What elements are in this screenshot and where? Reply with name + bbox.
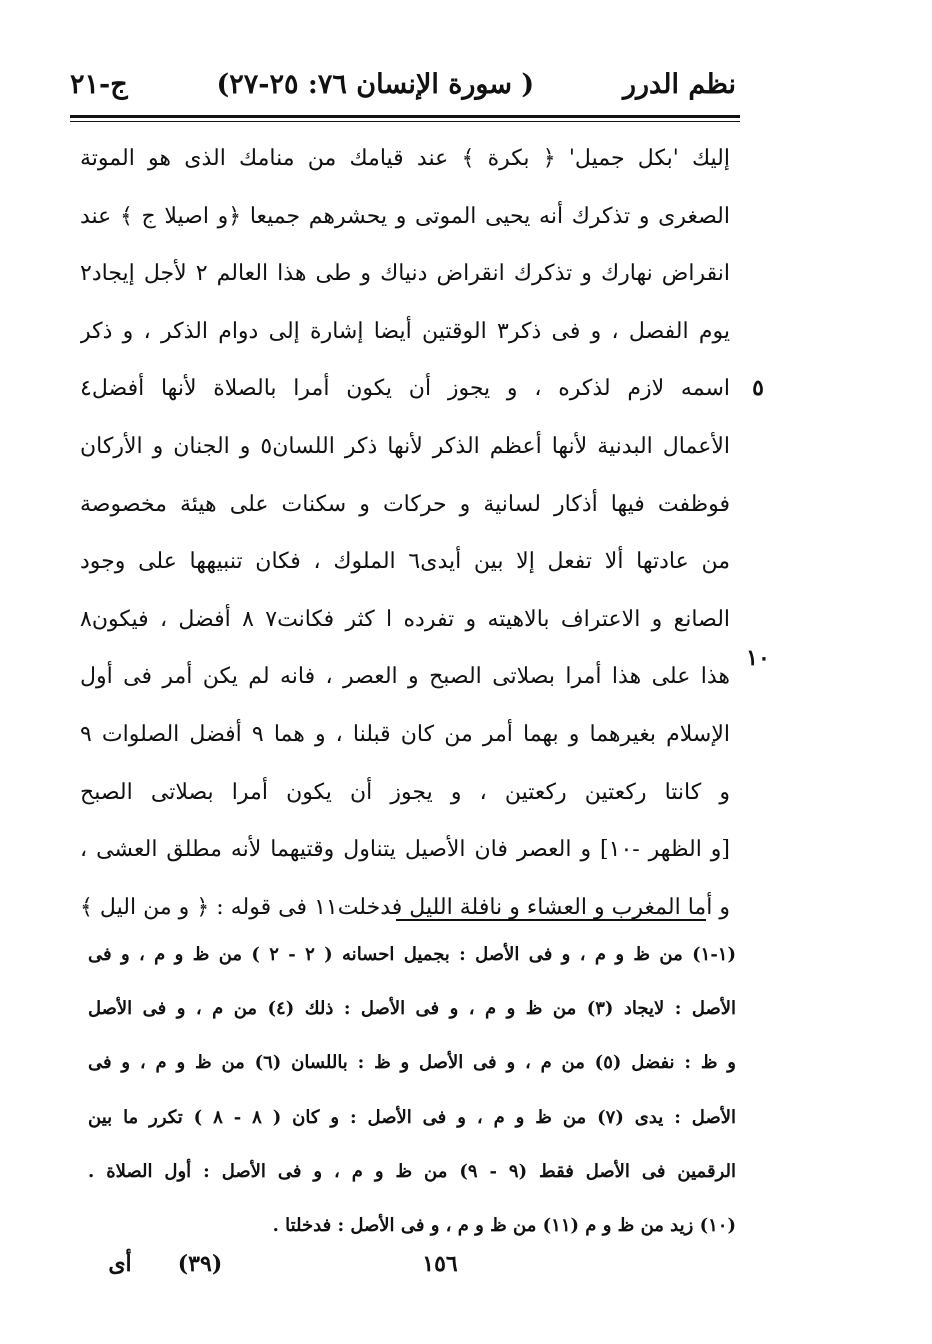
running-header xyxy=(70,62,736,106)
footnote-line: و ظ : نفضل (٥) من م ، و فى الأصل و ظ : باللسان (٦) من ظ و م ، و فى xyxy=(88,1052,736,1074)
text-line: و أما المغرب و العشاء و نافلة الليل فدخلت١١ فى قوله : ﴿ و من اليل ﴾ xyxy=(80,894,730,920)
footnote-line: (١٠) زيد من ظ و م (١١) من ظ و م ، و فى الأصل : فدخلتا . xyxy=(272,1214,736,1236)
signature-number: (٣٩) xyxy=(177,1251,223,1277)
footnote-line: الأصل : يدى (٧) من ظ و م ، و فى الأصل : و كان ( ٨ - ٨ ) تكرر ما بين xyxy=(88,1106,736,1128)
text-line: هذا على هذا أمرا بصلاتى الصبح و العصر ، فانه لم يكن أمر فى أول xyxy=(80,664,730,690)
text-line: إليك 'بكل جميل' ﴿ بكرة ﴾ عند قيامك من منامك الذى هو الموتة xyxy=(80,146,730,171)
page-number: ١٥٦ xyxy=(422,1251,458,1277)
text-line: الصانع و الاعتراف بالاهيته و تفرده ا كثر فكانت٧ ٨ أفضل ، فيكون٨ xyxy=(80,606,730,632)
text-line: [و الظهر -١٠] و العصر فان الأصيل يتناول وقتيهما لأنه مطلق العشى ، xyxy=(80,837,730,863)
header-rule xyxy=(70,115,740,118)
text-line: يوم الفصل ، و فى ذكر٣ الوقتين أيضا إشارة إلى دوام الذكر ، و ذكر xyxy=(80,318,730,344)
text-line: الأعمال البدنية لأنها أعظم الذكر لأنها ذكر اللسان٥ و الجنان و الأركان xyxy=(80,433,730,459)
footnote-line: الرقمين فى الأصل فقط (٩ - ٩) من ظ و م ، و فى الأصل : أول الصلاة . xyxy=(88,1160,736,1182)
footnote-line: (١-١) من ظ و م ، و فى الأصل : بجميل احسانه ( ٢ - ٢ ) من ظ و م ، و فى xyxy=(88,944,736,965)
text-line: اسمه لازم لذكره ، و يجوز أن يكون أمرا بالصلاة لأنها أفضل٤ xyxy=(80,376,730,402)
volume-number: ج-٢١ xyxy=(70,68,128,100)
footnote-separator xyxy=(396,919,706,921)
text-line: فوظفت فيها أذكار لسانية و حركات و سكنات على هيئة مخصوصة xyxy=(80,491,730,517)
main-text xyxy=(80,130,730,936)
surah-reference: ( سورة الإنسان ٧٦: ٢٥-٢٧) xyxy=(216,68,535,100)
text-line: الإسلام بغيرهما و بهما أمر من كان قبلنا ، و هما ٩ أفضل الصلوات ٩ xyxy=(80,721,730,747)
text-line: انقراض نهارك و تذكرك انقراض دنياك و طى هذا العالم ٢ لأجل إيجاد٢ xyxy=(80,261,730,287)
footnote-line: الأصل : لايجاد (٣) من ظ و م ، و فى الأصل : ذلك (٤) من م ، و فى الأصل xyxy=(88,998,736,1020)
text-line: الصغرى و تذكرك أنه يحيى الموتى و يحشرهم جميعا ﴿و اصيلا ج ﴾ عند xyxy=(80,203,730,229)
line-number-5: ٥ xyxy=(752,375,764,401)
text-line: من عادتها ألا تفعل إلا بين أيدى٦ الملوك ، فكان تنبيهها على وجود xyxy=(80,549,730,575)
book-title: نظم الدرر xyxy=(622,68,736,100)
header-rule-thin xyxy=(70,121,740,122)
signature-mark: أى xyxy=(108,1251,132,1277)
footnotes xyxy=(88,928,736,1253)
text-line: و كانتا ركعتين ركعتين ، و يجوز أن يكون أمرا بصلاتى الصبح xyxy=(80,779,730,805)
line-number-10: ١٠ xyxy=(746,645,770,671)
